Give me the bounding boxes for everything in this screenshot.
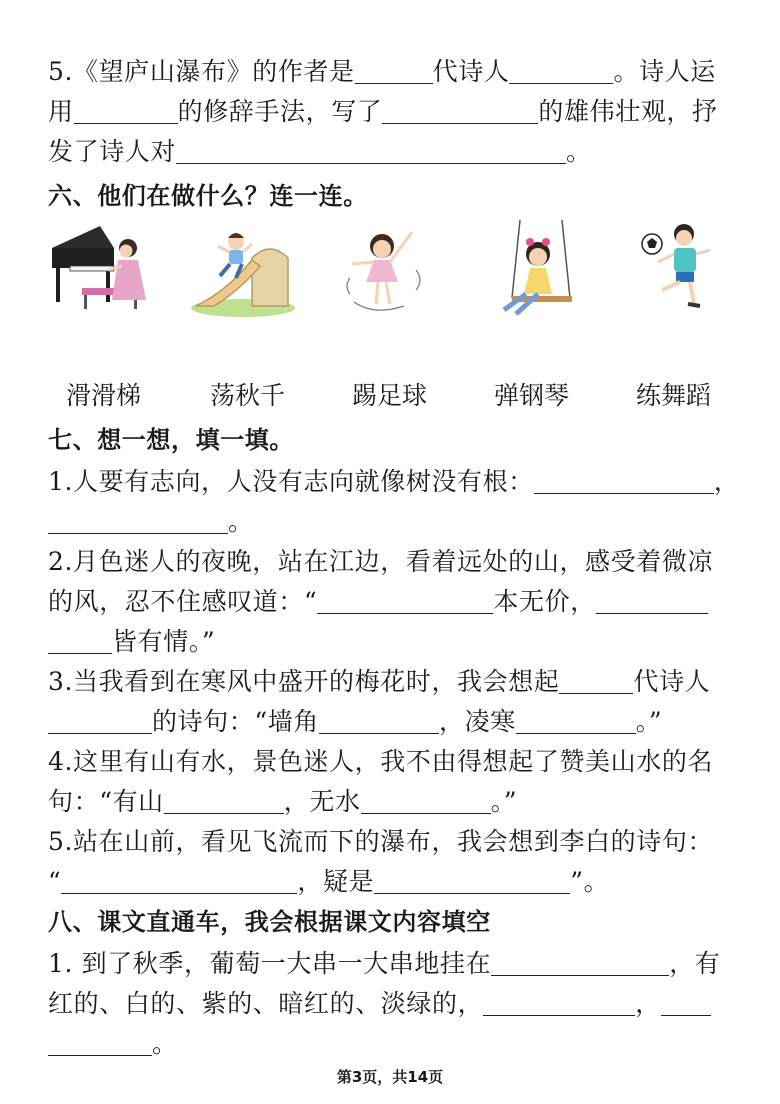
- s8-q1-blank-3[interactable]: [661, 989, 711, 1016]
- s8-q1-line-2: 红的、白的、紫的、暗红的、淡绿的， ，: [48, 988, 711, 1020]
- s7-q2-line-3: 皆有情。”: [48, 626, 215, 658]
- dancing-girl-icon[interactable]: [334, 220, 444, 320]
- s7-q5-blank-2[interactable]: [374, 867, 570, 894]
- piano-girl-icon[interactable]: [50, 220, 160, 320]
- s7-q2-line-1: 2.月色迷人的夜晚，站在江边，看着远处的山，感受着微凉: [48, 547, 714, 576]
- q5-line-1: 5.《望庐山瀑布》的作者是 代诗人 。诗人运: [48, 57, 716, 86]
- s7-q3-line-2: 的诗句：“墙角 ，凌寒 。”: [48, 706, 662, 738]
- s7-q2-blank-2[interactable]: [596, 587, 708, 614]
- q5-line-3: 发了诗人对 。: [48, 137, 592, 166]
- slide-boy-icon[interactable]: [188, 220, 298, 320]
- s8-q1-blank-4[interactable]: [48, 1029, 152, 1056]
- s7-q3-blank-3[interactable]: [516, 707, 636, 734]
- label-piano[interactable]: 弹钢琴: [494, 381, 570, 410]
- s7-q4-blank-1[interactable]: [164, 787, 284, 814]
- s7-q4-line-1: 4.这里有山有水，景色迷人，我不由得想起了赞美山水的名: [48, 747, 714, 776]
- label-slide[interactable]: 滑滑梯: [66, 381, 142, 410]
- football-boy-icon[interactable]: [632, 220, 742, 320]
- s7-q3-blank-dynasty[interactable]: [559, 667, 633, 694]
- s7-q3-line-1: 3.当我看到在寒风中盛开的梅花时，我会想起 代诗人: [48, 667, 711, 696]
- section-7-title: 七、想一想，填一填。: [48, 426, 294, 454]
- s7-q5-line-1: 5.站在山前，看见飞流而下的瀑布，我会想到李白的诗句：: [48, 827, 714, 856]
- label-football[interactable]: 踢足球: [352, 381, 428, 410]
- s7-q4-blank-2[interactable]: [361, 787, 491, 814]
- q5-line-2: 用 的修辞手法，写了 的雄伟壮观，抒: [48, 97, 718, 126]
- s8-q1-line-3: 。: [48, 1028, 178, 1060]
- s7-q2-blank-3[interactable]: [48, 627, 112, 654]
- label-dance[interactable]: 练舞蹈: [636, 381, 712, 410]
- s7-q1-line-2: 。: [48, 506, 254, 538]
- blank-poet[interactable]: [509, 57, 613, 84]
- page-number: 第3页，共14页: [336, 1068, 444, 1086]
- section-6-title: 六、他们在做什么？连一连。: [48, 182, 368, 210]
- section-8-title: 八、课文直通车，我会根据课文内容填空: [48, 908, 491, 936]
- s7-q3-blank-poet[interactable]: [48, 707, 152, 734]
- s7-q5-blank-1[interactable]: [61, 867, 297, 894]
- s7-q4-line-2: 句：“有山 ，无水 。”: [48, 787, 518, 816]
- s7-q1-blank-1[interactable]: [534, 467, 714, 494]
- blank-dynasty[interactable]: [355, 57, 433, 84]
- s8-q1-blank-2[interactable]: [483, 989, 635, 1016]
- s7-q1-blank-2[interactable]: [48, 507, 228, 534]
- label-swing[interactable]: 荡秋千: [210, 381, 286, 410]
- blank-feeling[interactable]: [176, 137, 566, 164]
- blank-rhetoric[interactable]: [74, 97, 178, 124]
- s7-q2-blank-1[interactable]: [317, 587, 493, 614]
- s7-q1-line-1: 1.人要有志向，人没有志向就像树没有根： ，: [48, 467, 740, 496]
- s8-q1-blank-1[interactable]: [491, 949, 669, 976]
- s7-q3-blank-2[interactable]: [319, 707, 439, 734]
- s7-q2-line-2: 的风，忍不住感叹道：“ 本无价，: [48, 586, 708, 618]
- s7-q5-line-2: “ ，疑是 ”。: [48, 867, 610, 896]
- swing-girl-icon[interactable]: [486, 220, 596, 320]
- s8-q1-line-1: 1. 到了秋季，葡萄一大串一大串地挂在 ，有: [48, 949, 721, 978]
- blank-object[interactable]: [382, 97, 538, 124]
